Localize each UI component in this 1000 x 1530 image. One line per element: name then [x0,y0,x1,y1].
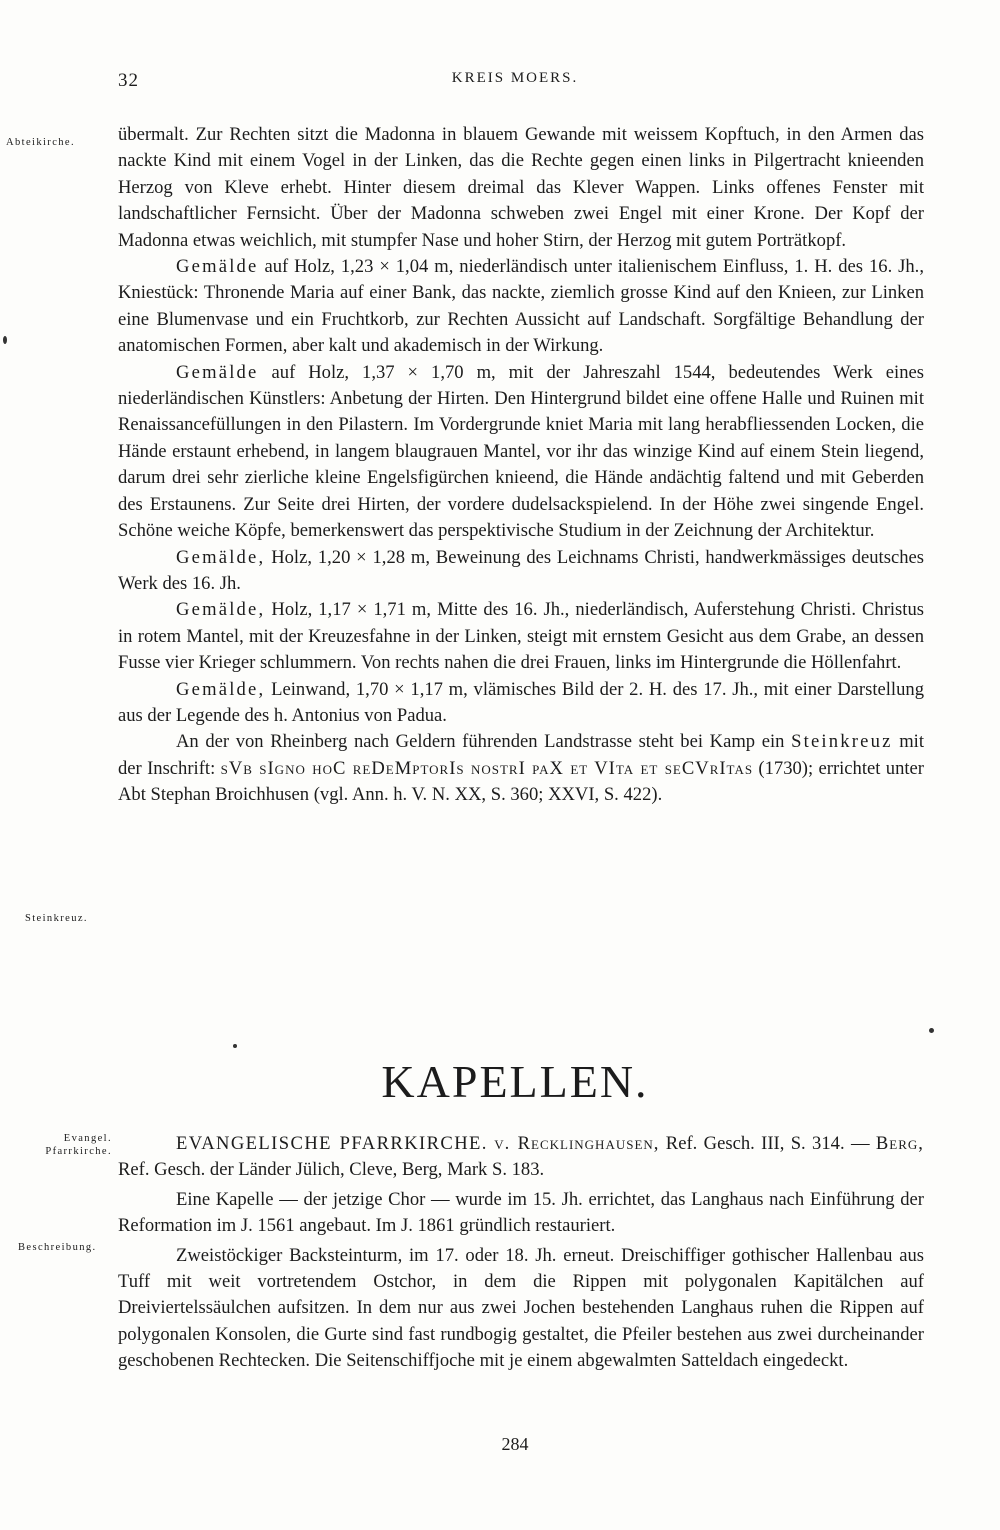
margin-note-abteikirche: Abteikirche. [6,137,75,148]
ref-text: Ref. Gesch. III, S. 314. — [665,1133,870,1154]
paragraph-gemaelde-3 [118,545,924,598]
item-text: mit der Inschrift: [118,731,924,779]
item-label: Gemälde, [176,599,266,621]
item-text: Holz, 1,17 × 1,71 m, Mitte des 16. Jh., niederländisch, Auferstehung Christi. Christus in rotem Mantel, mit der Kreuzesfahne in der Linken, steigt mit ernstem Gesicht aus dem Grabe, an dessen Fusse vier Krieger schlummern. Von rechts nahen die drei Frauen, links im Hintergrunde die Höllenfahrt. [118,599,924,674]
margin-note-steinkreuz: Steinkreuz. [25,913,88,924]
item-text: Holz, 1,20 × 1,28 m, Beweinung des Leichnams Christi, handwerkmässiges deutsches Werk des 16. Jh. [118,546,924,594]
ink-dot [929,1028,934,1033]
section-title: KAPELLEN. [381,1056,649,1107]
paragraph-steinkreuz [118,729,924,808]
item-text: auf Holz, 1,23 × 1,04 m, niederländisch unter italienischem Einfluss, 1. H. des 16. Jh., Kniestück: Thronende Maria auf einer Bank, das nackte, ziemlich grosse Kind auf den Knieen, zur Linken eine Blumenvase und ein Fruchtkorb, zur Rechten Aussicht auf Landschaft. Sorgfältige Behandlung der anatomischen Formen, aber kalt und akademisch in der Wirkung. [118,256,924,357]
item-text: (1730); errichtet unter Abt Stephan Broichhusen (vgl. Ann. h. V. N. XX, S. 360; XXVI, S. 422). [118,757,924,806]
paragraph-heading-refs [118,1131,924,1184]
paragraph-gemaelde-1 [118,254,924,360]
running-head: KREIS MOERS. [451,70,579,86]
item-label: Gemälde, [176,678,266,700]
church-heading: EVANGELISCHE PFARRKIRCHE. [176,1133,488,1154]
section-abteikirche-text [118,122,924,809]
ref-text: Ref. Gesch. der Länder Jülich, Cleve, Berg, Mark S. 183. [118,1159,545,1181]
item-text: auf Holz, 1,37 × 1,70 m, mit der Jahreszahl 1544, bedeutendes Werk eines niederländischen Künstlers: Anbetung der Hirten. Den Hintergrund bildet eine offene Halle und Ruinen mit Renaissancefüllungen in den Pilastern. Im Vordergrunde kniet Maria mit lang herabfliessenden Locken, die Hände erstaunt erhebend, in langem blaugrauen Mantel, vor ihr das winzige Kind auf einem Stein liegend, darum drei sehr zierliche kleine Engelsfigürchen knieend, die Hände andächtig faltend und mit Geberden des Erstaunens. Zur Seite drei Hirten, der vordere dudelsackspielend. In der Höhe zwei singende Engel. Schöne weiche Köpfe, bemerkenswert das perspektivische Studium in der Zeichnung der Architektur. [118,361,924,542]
item-label: Gemälde, [176,546,266,568]
paragraph-madonna: übermalt. Zur Rechten sitzt die Madonna in blauem Gewande mit weissem Kopftuch, in den Armen das nackte Kind mit einem Vogel in der Linken, das die Rechte gegen einen links in Pilgertracht knieenden Herzog von Kleve erhebt. Hinter diesem dreimal das Klever Wappen. Links offenes Fenster mit landschaftlicher Fernsicht. Über der Madonna schweben zwei Engel mit einer Krone. Der Kopf der Madonna etwas weichlich, mit stumpfer Nase und hoher Stirn, der Herzog mit gutem Porträtkopf. [118,124,924,251]
margin-note-evangel-line2: Pfarrkirche. [45,1146,112,1157]
ref-author: Berg, [875,1133,924,1154]
item-text: An der von Rheinberg nach Geldern führenden Landstrasse steht bei Kamp ein [176,731,785,753]
ink-dot [3,336,7,344]
ref-author: v. Recklinghausen, [494,1133,660,1154]
item-text: Leinwand, 1,70 × 1,17 m, vlämisches Bild der 2. H. des 17. Jh., mit einer Darstellung aus der Legende des h. Antonius von Padua. [118,678,924,726]
margin-note-beschreibung: Beschreibung. [18,1242,97,1253]
paragraph-gemaelde-2 [118,360,924,545]
paragraph-history: Eine Kapelle — der jetzige Chor — wurde im 15. Jh. errichtet, das Langhaus nach Einführung der Reformation im J. 1561 angebaut. Im J. 1861 gründlich restauriert. [118,1188,924,1237]
item-label: Gemälde [176,256,259,278]
item-label: Gemälde [176,361,259,383]
page-number: 32 [118,70,139,91]
paragraph-description: Zweistöckiger Backsteinturm, im 17. oder 18. Jh. erneut. Dreischiffiger gothischer Hallenbau aus Tuff mit weit vortretendem Ostchor, in dem die Rippen mit polygonalen Kapitälchen auf Dreiviertelssäulchen aufsitzen. In dem nur aus zwei Jochen bestehenden Langhaus ruhen die Rippen auf polygonalen Konsolen, die Gurte sind fast rundbogig gestaltet, die Pfeiler bestehen aus zwei durcheinander geschobenen Rechtecken. Die Seitenschiffjoche mit je einem abgewalmten Satteldach eingedeckt. [118,1244,924,1372]
ink-dot [233,1044,237,1048]
paragraph-gemaelde-4 [118,597,924,676]
item-label: Steinkreuz [791,731,893,753]
folio-number: 284 [501,1434,529,1454]
paragraph-gemaelde-5 [118,677,924,730]
inscription: sVb sIgno hoC reDeMptorIs nostrI paX et VIta et seCVrItas [220,757,754,779]
section-kapellen-text [118,1131,924,1375]
margin-note-evangel-line1: Evangel. [63,1133,112,1144]
margin-note-evangel-pfarrkirche [26,1132,112,1158]
